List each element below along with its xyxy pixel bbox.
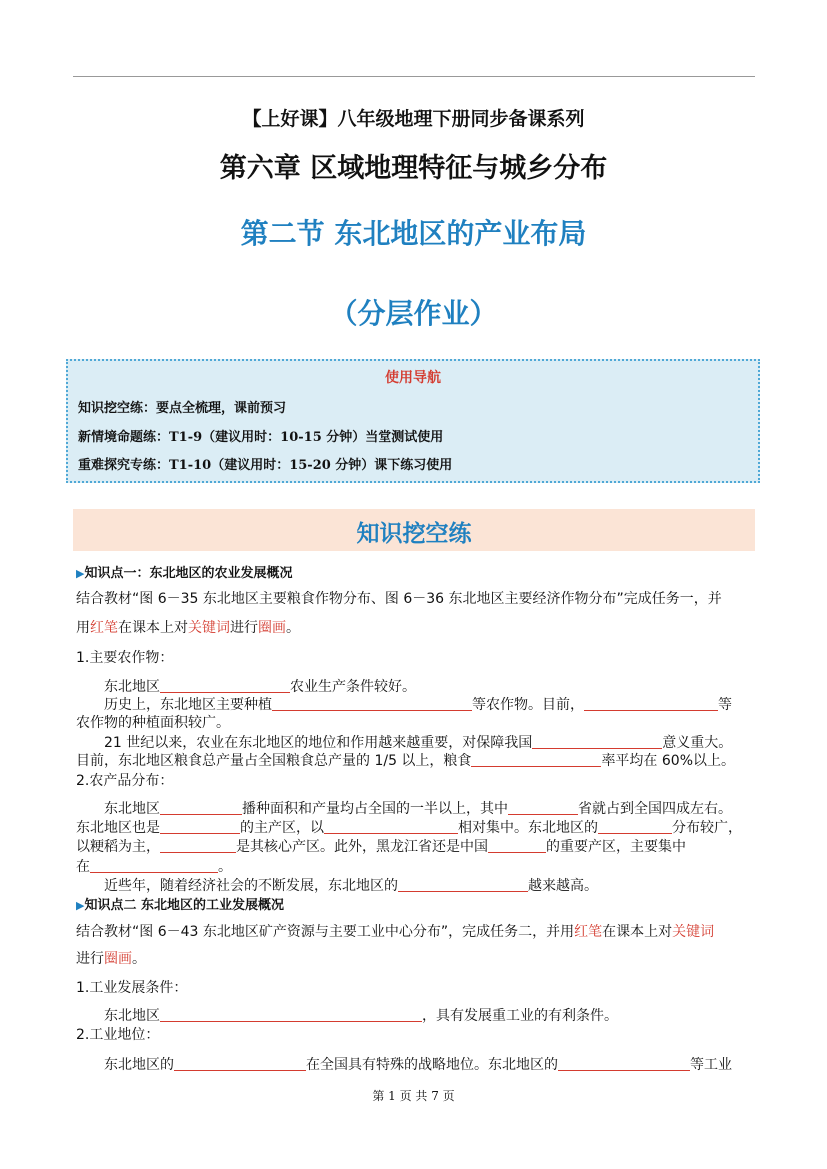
kp2-line1: 东北地区 ，具有发展重工业的有利条件。	[104, 1008, 618, 1024]
kp1-heading-text: 知识点一：东北地区的农业发展概况	[84, 566, 293, 581]
header-rule	[73, 76, 755, 77]
answer-blank[interactable]	[598, 819, 672, 834]
section-title: 第二节 东北地区的产业布局	[240, 217, 587, 250]
kp2-q2: 2.工业地位：	[76, 1027, 160, 1043]
nav-title: 使用导航	[385, 370, 441, 386]
kp2-intro-line1: 结合教材“图 6－43 东北地区矿产资源与主要工业中心分布”，完成任务二，并用红笔在课本上对关键词	[76, 924, 715, 940]
kp1-q2: 2.农产品分布：	[76, 773, 174, 789]
kp1-heading	[76, 562, 292, 581]
page-footer: 第 1 页 共 7 页	[372, 1089, 455, 1103]
kp1-line2: 历史上，东北地区主要种植 等农作物。目前， 等	[104, 697, 732, 713]
kp1-line8: 以粳稻为主， 是其核心产区。此外，黑龙江省还是中国 的重要产区，主要集中	[76, 839, 686, 855]
kp2-intro-line2: 进行圈画。	[76, 951, 146, 967]
triangle-icon: ▶	[76, 567, 85, 580]
subtitle: （分层作业）	[329, 297, 498, 330]
answer-blank[interactable]	[90, 858, 218, 873]
triangle-icon: ▶	[76, 899, 85, 912]
kp1-intro-line1: 结合教材“图 6－35 东北地区主要粮食作物分布、图 6－36 东北地区主要经济作物分布”完成任务一，并	[76, 591, 722, 607]
kp1-line6: 东北地区 播种面积和产量均占全国的一半以上，其中 省就占到全国四成左右。	[104, 801, 732, 817]
nav-line-3: 重难探究专练：T1-10（建议用时：15-20 分钟）课下练习使用	[78, 458, 453, 473]
answer-blank[interactable]	[160, 678, 290, 693]
kp1-line3: 农作物的种植面积较广。	[76, 715, 230, 731]
answer-blank[interactable]	[160, 1007, 422, 1022]
answer-blank[interactable]	[160, 800, 242, 815]
nav-line-1: 知识挖空练：要点全梳理，课前预习	[78, 401, 287, 416]
kp2-line2: 东北地区的 在全国具有特殊的战略地位。东北地区的 等工业	[104, 1057, 732, 1073]
section-band	[73, 509, 755, 551]
chapter-title: 第六章 区域地理特征与城乡分布	[219, 153, 608, 184]
kp1-line5: 目前，东北地区粮食总产量占全国粮食总产量的 1/5 以上，粮食 率平均在 60%以上。	[76, 753, 736, 769]
kp1-line9: 在 。	[76, 859, 232, 875]
answer-blank[interactable]	[471, 752, 601, 767]
usage-navigation-box	[66, 359, 760, 483]
answer-blank[interactable]	[558, 1056, 690, 1071]
answer-blank[interactable]	[272, 696, 472, 711]
kp1-line7: 东北地区也是 的主产区，以 相对集中。东北地区的 分布较广，	[76, 820, 742, 836]
answer-blank[interactable]	[174, 1056, 306, 1071]
kp2-heading	[76, 894, 284, 913]
kp1-line10: 近些年，随着经济社会的不断发展，东北地区的 越来越高。	[104, 878, 598, 894]
answer-blank[interactable]	[488, 838, 546, 853]
kp2-q1: 1.工业发展条件：	[76, 980, 188, 996]
series-title: 【上好课】八年级地理下册同步备课系列	[242, 108, 585, 130]
kp1-q1: 1.主要农作物：	[76, 650, 174, 666]
answer-blank[interactable]	[398, 877, 528, 892]
answer-blank[interactable]	[584, 696, 718, 711]
answer-blank[interactable]	[324, 819, 458, 834]
kp2-heading-text: 知识点二 东北地区的工业发展概况	[84, 898, 284, 913]
kp1-line1: 东北地区 农业生产条件较好。	[104, 679, 416, 695]
answer-blank[interactable]	[532, 734, 662, 749]
answer-blank[interactable]	[160, 838, 236, 853]
nav-line-2: 新情境命题练：T1-9（建议用时：10-15 分钟）当堂测试使用	[78, 430, 444, 445]
kp1-intro-line2: 用红笔在课本上对关键词进行圈画。	[76, 620, 300, 636]
answer-blank[interactable]	[508, 800, 578, 815]
section-band-title: 知识挖空练	[356, 521, 472, 547]
answer-blank[interactable]	[160, 819, 240, 834]
kp1-line4: 21 世纪以来，农业在东北地区的地位和作用越来越重要，对保障我国 意义重大。	[104, 735, 733, 751]
